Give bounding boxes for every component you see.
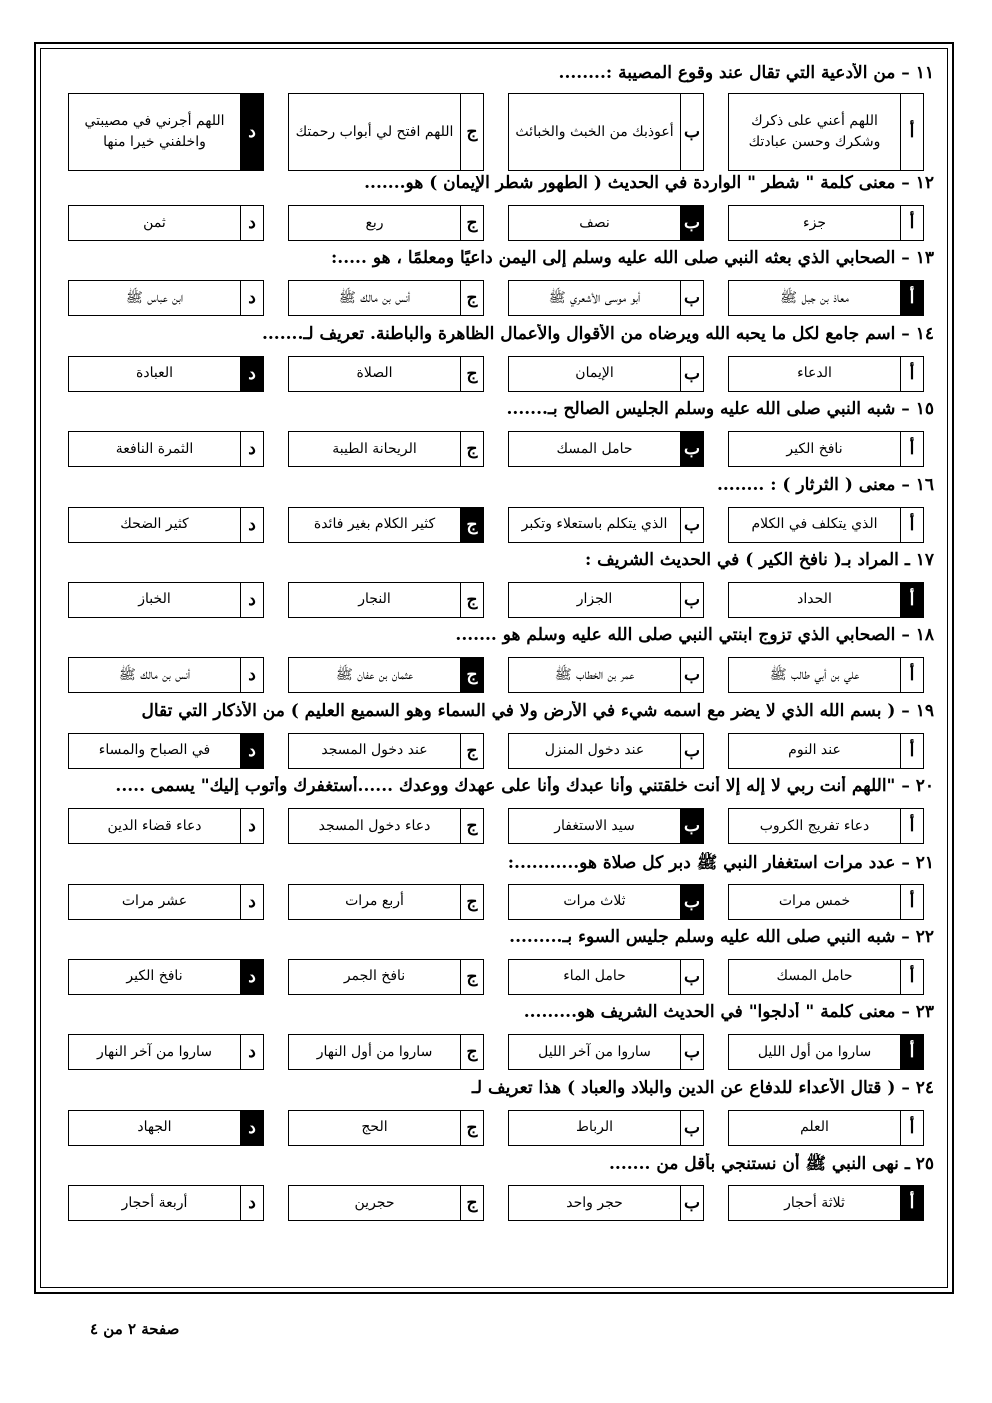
selected-option-letter: د <box>240 94 263 170</box>
answer-option[interactable] <box>728 507 924 543</box>
question-stem: ٢٠ – "اللهم أنت ربي لا إله إلا أنت خلقتني وأنا عبدك وأنا على عهدك ووعدك ......أستغفرك وأتوب إليك" يسمى ..... <box>115 776 934 797</box>
option-text: النجار <box>358 591 391 608</box>
option-letter: ج <box>460 1035 483 1069</box>
option-letter: أ <box>900 508 923 542</box>
answer-options <box>68 431 924 467</box>
option-letter: ب <box>680 508 703 542</box>
answer-option[interactable] <box>728 1185 924 1221</box>
question-stem: ٢١ – عدد مرات استغفار النبي ﷺ دبر كل صلاة هو...........: <box>507 852 934 873</box>
option-letter: ب <box>680 583 703 617</box>
answer-option[interactable] <box>68 1185 264 1221</box>
answer-option[interactable] <box>288 959 484 995</box>
option-text: ربع <box>365 214 384 231</box>
option-text: الرباط <box>576 1119 613 1136</box>
option-letter: ب <box>680 1186 703 1220</box>
option-letter: د <box>240 432 263 466</box>
question-12 <box>50 165 938 240</box>
option-text: الدعاء <box>797 365 832 382</box>
option-text: كثير الكلام بغير فائدة <box>313 516 436 533</box>
option-text: الجزار <box>576 591 613 608</box>
option-text: ثمن <box>143 214 166 231</box>
answer-option[interactable] <box>288 1110 484 1146</box>
question-stem: ١١ – من الأدعية التي تقال عند وقوع المصيبة :........ <box>558 63 934 83</box>
page-number: صفحة ٢ من ٤ <box>90 1320 180 1338</box>
option-text: الحداد <box>797 591 832 608</box>
answer-option[interactable] <box>288 1034 484 1070</box>
answer-option[interactable] <box>288 280 484 316</box>
option-text: ساروا من أول الليل <box>757 1043 872 1060</box>
answer-option[interactable] <box>288 1185 484 1221</box>
option-text: الحج <box>361 1119 388 1136</box>
option-letter: ج <box>460 809 483 843</box>
answer-options <box>68 733 924 769</box>
option-letter: ج <box>460 281 483 315</box>
option-letter: أ <box>900 658 923 692</box>
answer-options <box>68 1110 924 1146</box>
option-text: أعوذبك من الخبث والخبائث <box>515 123 674 140</box>
answer-option[interactable] <box>288 507 484 543</box>
selected-option-letter: أ <box>900 583 923 617</box>
option-text: الجهاد <box>137 1119 172 1136</box>
option-text: حامل الماء <box>563 968 626 985</box>
answer-option[interactable] <box>728 356 924 392</box>
question-21 <box>50 844 938 919</box>
option-letter: ج <box>460 1186 483 1220</box>
selected-option-letter: أ <box>900 1035 923 1069</box>
answer-option[interactable] <box>508 1034 704 1070</box>
selected-option-letter: ب <box>680 885 703 919</box>
option-letter: ج <box>460 357 483 391</box>
answer-option[interactable] <box>728 431 924 467</box>
selected-option-letter: د <box>240 734 263 768</box>
option-letter: د <box>240 1186 263 1220</box>
answer-option[interactable] <box>68 356 264 392</box>
answer-option[interactable] <box>728 657 924 693</box>
option-letter: أ <box>900 357 923 391</box>
answer-option[interactable] <box>288 582 484 618</box>
answer-option[interactable] <box>288 657 484 693</box>
selected-option-letter: ب <box>680 206 703 240</box>
option-text: الذي يتكلف في الكلام <box>751 516 878 533</box>
option-text: ساروا من آخر الليل <box>538 1043 651 1060</box>
answer-options <box>68 1034 924 1070</box>
option-letter: ب <box>680 734 703 768</box>
answer-options <box>68 884 924 920</box>
answer-option[interactable] <box>728 93 924 171</box>
option-letter: ج <box>460 960 483 994</box>
answer-option[interactable] <box>288 431 484 467</box>
answer-option[interactable] <box>68 1110 264 1146</box>
option-text: الريحانة الطيبة <box>332 440 417 457</box>
option-letter: د <box>240 281 263 315</box>
option-text: عثمان بن عفان ﷺ <box>335 666 414 683</box>
option-text: ثلاثة أحجار <box>784 1194 845 1211</box>
option-text: عند النوم <box>788 742 841 759</box>
question-11 <box>50 55 938 165</box>
answer-option[interactable] <box>68 808 264 844</box>
option-letter: ب <box>680 960 703 994</box>
answer-options <box>68 507 924 543</box>
answer-option[interactable] <box>288 884 484 920</box>
answer-options <box>68 280 924 316</box>
answer-option[interactable] <box>288 356 484 392</box>
option-letter: أ <box>900 960 923 994</box>
option-text: نافخ الجمر <box>343 968 406 985</box>
option-text: نافخ الكير <box>786 440 843 457</box>
answer-option[interactable] <box>68 507 264 543</box>
answer-option[interactable] <box>728 808 924 844</box>
question-stem: ١٨ – الصحابي الذي تزوج ابنتي النبي صلى الله عليه وسلم هو ....... <box>455 625 934 646</box>
question-stem: ١٥ – شبه النبي صلى الله عليه وسلم الجليس الصالح بـ....... <box>506 399 934 420</box>
option-letter: د <box>240 658 263 692</box>
option-letter: أ <box>900 734 923 768</box>
question-stem: ٢٥ ـ نهى النبي ﷺ أن نستنجي بأقل من ....... <box>608 1154 934 1175</box>
option-text: حجرين <box>354 1194 395 1211</box>
question-stem: ١٦ – معنى ( الثرثار ) : ........ <box>716 474 934 495</box>
question-stem: ٢٣ – معنى كلمة " أدلجوا" في الحديث الشريف هو......... <box>523 1002 934 1023</box>
answer-option[interactable] <box>68 657 264 693</box>
answer-option[interactable] <box>728 884 924 920</box>
option-letter: د <box>240 885 263 919</box>
option-letter: ج <box>460 583 483 617</box>
option-text: الذي يتكلم باستعلاء وتكبر <box>521 516 668 533</box>
question-stem: ١٢ – معنى كلمة " شطر " الواردة في الحديث ( الطهور شطر الإيمان ) هو....... <box>364 173 934 193</box>
question-stem: ٢٤ – ( قتال الأعداء للدفاع عن الدين والبلاد والعباد ) هذا تعريف لـ <box>471 1077 934 1098</box>
option-letter: ب <box>680 357 703 391</box>
answer-option[interactable] <box>728 959 924 995</box>
option-text: حجر واحد <box>566 1194 623 1211</box>
option-letter: أ <box>900 885 923 919</box>
question-22 <box>50 919 938 994</box>
answer-option[interactable] <box>288 205 484 241</box>
answer-option[interactable] <box>728 1110 924 1146</box>
answer-options <box>68 582 924 618</box>
option-text: اللهم أعني على ذكرك وشكرك وحسن عبادتك <box>748 113 881 150</box>
answer-option[interactable] <box>508 582 704 618</box>
selected-option-letter: ب <box>680 432 703 466</box>
question-19 <box>50 693 938 768</box>
selected-option-letter: ج <box>460 508 483 542</box>
answer-option[interactable] <box>68 582 264 618</box>
answer-option[interactable] <box>508 959 704 995</box>
answer-options <box>68 356 924 392</box>
selected-option-letter: د <box>240 960 263 994</box>
question-25 <box>50 1145 938 1220</box>
answer-option[interactable] <box>508 733 704 769</box>
option-text: أنس بن مالك ﷺ <box>338 289 411 306</box>
option-text: في الصباح والمساء <box>98 742 211 759</box>
question-17 <box>50 542 938 617</box>
answer-option[interactable] <box>68 959 264 995</box>
option-text: علي بن أبي طالب ﷺ <box>769 666 860 683</box>
selected-option-letter: د <box>240 357 263 391</box>
option-letter: ج <box>460 432 483 466</box>
answer-option[interactable] <box>68 1034 264 1070</box>
option-text: ابن عباس ﷺ <box>125 289 184 306</box>
option-text: أنس بن مالك ﷺ <box>118 666 191 683</box>
option-letter: أ <box>900 809 923 843</box>
option-text: عشر مرات <box>121 893 188 910</box>
selected-option-letter: أ <box>900 281 923 315</box>
answer-option[interactable] <box>68 733 264 769</box>
answer-option[interactable] <box>508 657 704 693</box>
option-letter: أ <box>900 206 923 240</box>
answer-option[interactable] <box>68 884 264 920</box>
option-text: أربع مرات <box>345 893 404 910</box>
option-letter: أ <box>900 1111 923 1145</box>
answer-option[interactable] <box>68 205 264 241</box>
option-text: سيد الاستغفار <box>554 817 635 834</box>
answer-options <box>68 205 924 241</box>
question-stem: ١٩ – ( بسم الله الذي لا يضر مع اسمه شيء في الأرض ولا في السماء وهو السميع العليم ) من الأذكار التي تقال <box>141 700 934 721</box>
option-letter: د <box>240 583 263 617</box>
option-text: الثمرة النافعة <box>115 440 194 457</box>
option-text: ساروا من آخر النهار <box>96 1043 213 1060</box>
option-letter: أ <box>900 432 923 466</box>
option-text: أبو موسى الأشعري ﷺ <box>548 289 641 306</box>
selected-option-letter: د <box>240 1111 263 1145</box>
option-letter: د <box>240 206 263 240</box>
question-24 <box>50 1070 938 1145</box>
answer-option[interactable] <box>728 733 924 769</box>
option-text: حامل المسك <box>556 440 633 457</box>
option-text: كثير الضحك <box>120 516 189 533</box>
option-letter: ب <box>680 658 703 692</box>
option-text: العلم <box>800 1119 829 1136</box>
option-text: دعاء قضاء الدين <box>107 817 202 834</box>
option-text: معاذ بن جبل ﷺ <box>780 289 849 306</box>
answer-option[interactable] <box>508 884 704 920</box>
option-letter: د <box>240 508 263 542</box>
option-text: عند دخول المنزل <box>544 742 645 759</box>
option-text: نصف <box>579 214 610 231</box>
question-18 <box>50 617 938 692</box>
option-letter: د <box>240 809 263 843</box>
question-stem: ١٣ – الصحابي الذي بعثه النبي صلى الله عليه وسلم إلى اليمن داعيًا ومعلمًا ، هو .....: <box>331 248 934 269</box>
option-text: أربعة أحجار <box>121 1194 188 1211</box>
option-letter: أ <box>900 94 923 170</box>
option-letter: ج <box>460 885 483 919</box>
option-text: الخباز <box>138 591 171 608</box>
question-stem: ١٤ – اسم جامع لكل ما يحبه الله ويرضاه من الأقوال والأعمال الظاهرة والباطنة. تعريف لـ....... <box>261 323 934 344</box>
answer-option[interactable] <box>288 93 484 171</box>
question-20 <box>50 768 938 843</box>
answer-option[interactable] <box>68 93 264 171</box>
option-text: اللهم افتح لي أبواب رحمتك <box>295 123 454 140</box>
answer-option[interactable] <box>508 205 704 241</box>
question-16 <box>50 467 938 542</box>
option-text: جزء <box>803 214 826 231</box>
option-text: خمس مرات <box>778 893 851 910</box>
option-letter: ب <box>680 1111 703 1145</box>
question-23 <box>50 994 938 1069</box>
answer-option[interactable] <box>288 733 484 769</box>
option-letter: ج <box>460 1111 483 1145</box>
answer-option[interactable] <box>728 582 924 618</box>
option-text: الصلاة <box>356 365 393 382</box>
option-letter: ب <box>680 281 703 315</box>
answer-option[interactable] <box>508 1185 704 1221</box>
answer-option[interactable] <box>508 431 704 467</box>
question-13 <box>50 240 938 315</box>
option-letter: د <box>240 1035 263 1069</box>
option-letter: ب <box>680 94 703 170</box>
option-text: دعاء دخول المسجد <box>318 817 431 834</box>
answer-options <box>68 808 924 844</box>
answer-options <box>68 657 924 693</box>
option-text: دعاء تفريج الكروب <box>759 817 870 834</box>
selected-option-letter: ب <box>680 809 703 843</box>
answer-options <box>68 959 924 995</box>
answer-option[interactable] <box>728 1034 924 1070</box>
answer-option[interactable] <box>508 280 704 316</box>
question-stem: ٢٢ – شبه النبي صلى الله عليه وسلم جليس السوء بـ......... <box>509 926 934 947</box>
option-text: عمر بن الخطاب ﷺ <box>554 666 635 683</box>
option-text: نافخ الكير <box>126 968 183 985</box>
answer-options <box>68 1185 924 1221</box>
answer-option[interactable] <box>508 808 704 844</box>
answer-option[interactable] <box>68 280 264 316</box>
option-text: ثلاث مرات <box>563 893 626 910</box>
question-stem: ١٧ ـ المراد بـ( نافخ الكير ) في الحديث الشريف : <box>584 549 934 570</box>
option-letter: ج <box>460 734 483 768</box>
question-15 <box>50 391 938 466</box>
option-letter: ب <box>680 1035 703 1069</box>
answer-option[interactable] <box>68 431 264 467</box>
option-text: العبادة <box>136 365 173 382</box>
answer-option[interactable] <box>288 808 484 844</box>
option-text: ساروا من أول النهار <box>316 1043 433 1060</box>
answer-option[interactable] <box>728 280 924 316</box>
answer-option[interactable] <box>508 507 704 543</box>
answer-option[interactable] <box>728 205 924 241</box>
answer-option[interactable] <box>508 356 704 392</box>
answer-options <box>68 95 924 173</box>
question-14 <box>50 316 938 391</box>
selected-option-letter: أ <box>900 1186 923 1220</box>
question-list <box>50 55 938 1220</box>
option-text: الإيمان <box>575 365 614 382</box>
option-text: حامل المسك <box>776 968 853 985</box>
option-letter: ج <box>460 206 483 240</box>
selected-option-letter: ج <box>460 658 483 692</box>
answer-option[interactable] <box>508 93 704 171</box>
option-text: عند دخول المسجد <box>321 742 428 759</box>
option-letter: ج <box>460 94 483 170</box>
answer-option[interactable] <box>508 1110 704 1146</box>
option-text: اللهم أجرني في مصيبتي واخلفني خيرا منها <box>84 113 225 150</box>
